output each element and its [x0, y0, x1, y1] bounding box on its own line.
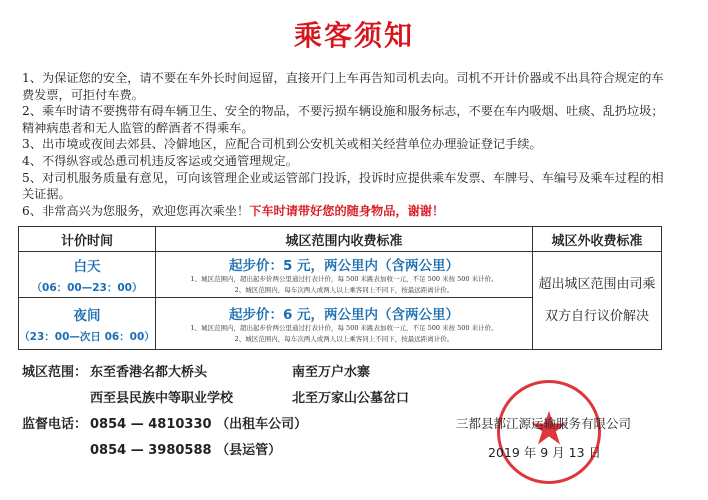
area-south: 南至万户水寨	[292, 365, 371, 380]
rule-item: 1、为保证您的安全，请不要在车外长时间逗留，直接开门上车再告知司机去向。司机不开计价器或不出具符合规定的车费发票，可拒付车费。	[22, 71, 664, 102]
page-title: 乘客须知	[293, 19, 414, 52]
outside-line: 超出城区范围由司乘	[538, 276, 656, 292]
rule-item	[22, 203, 670, 220]
company-name: 三都县都江源运输服务有限公司	[456, 416, 632, 431]
note: 1、城区范围内，超出起步价两公里通过打表计价，每 500 米跳表加收一元，不足 500 米按 500 米计价。	[190, 323, 498, 332]
table-row	[19, 252, 662, 298]
hours: （06：00—23：00）	[31, 281, 143, 294]
period: 白天	[73, 258, 101, 275]
fare-table	[18, 226, 662, 350]
note: 2、城区范围内，每车次两人或两人以上乘客同上不同下，按最远距离计价。	[234, 285, 454, 294]
phone-1: 0854 — 4810330 （出租车公司）	[90, 417, 308, 432]
base-fare: 起步价：6 元，两公里内（含两公里）	[228, 306, 460, 323]
header-city: 城区范围内收费标准	[156, 227, 533, 252]
rule-text: 6、非常高兴为您服务，欢迎您再次乘坐！	[22, 203, 250, 218]
issue-date: 2019 年 9 月 13 日	[488, 445, 602, 460]
area-label: 城区范围：	[22, 365, 88, 380]
phone-label: 监督电话：	[22, 417, 88, 432]
area-east: 东至香港名都大桥头	[90, 365, 208, 380]
area-north: 北至万家山公墓岔口	[292, 391, 410, 406]
rule-item: 4、不得纵容或怂恿司机违反客运或交通管理规定。	[22, 153, 298, 168]
outside-line: 双方自行议价解决	[544, 308, 649, 324]
company-seal	[497, 380, 601, 484]
header-time: 计价时间	[19, 227, 156, 252]
rules-list	[22, 70, 670, 219]
rule-item: 3、出市境或夜间去郊县、冷僻地区，应配合司机到公安机关或相关经营单位办理验证登记手续。	[22, 137, 542, 152]
hours: （23：00—次日 06：00）	[19, 330, 155, 343]
note: 1、城区范围内，超出起步价两公里通过打表计价，每 500 米跳表加收一元，不足 500 米按 500 米计价。	[190, 274, 498, 283]
header-outside: 城区外收费标准	[533, 227, 662, 252]
area-west: 西至县民族中等职业学校	[90, 391, 234, 406]
period: 夜间	[73, 307, 101, 324]
base-fare: 起步价：5 元，两公里内（含两公里）	[228, 257, 460, 274]
rule-item: 5、对司机服务质量有意见，可向该管理企业或运管部门投诉，投诉时应提供乘车发票、车牌号、车编号及乘车过程的相关证据。	[22, 170, 664, 202]
rule-item: 2、乘车时请不要携带有碍车辆卫生、安全的物品，不要污损车辆设施和服务标志，不要在车内吸烟、吐痰、乱扔垃圾；精神病患者和无人监管的醉酒者不得乘车。	[22, 104, 664, 135]
rule-highlight: 下车时请带好您的随身物品，谢谢！	[249, 203, 445, 218]
note: 2、城区范围内，每车次两人或两人以上乘客同上不同下，按最远距离计价。	[234, 334, 454, 343]
phone-2: 0854 — 3980588 （县运管）	[90, 443, 282, 458]
